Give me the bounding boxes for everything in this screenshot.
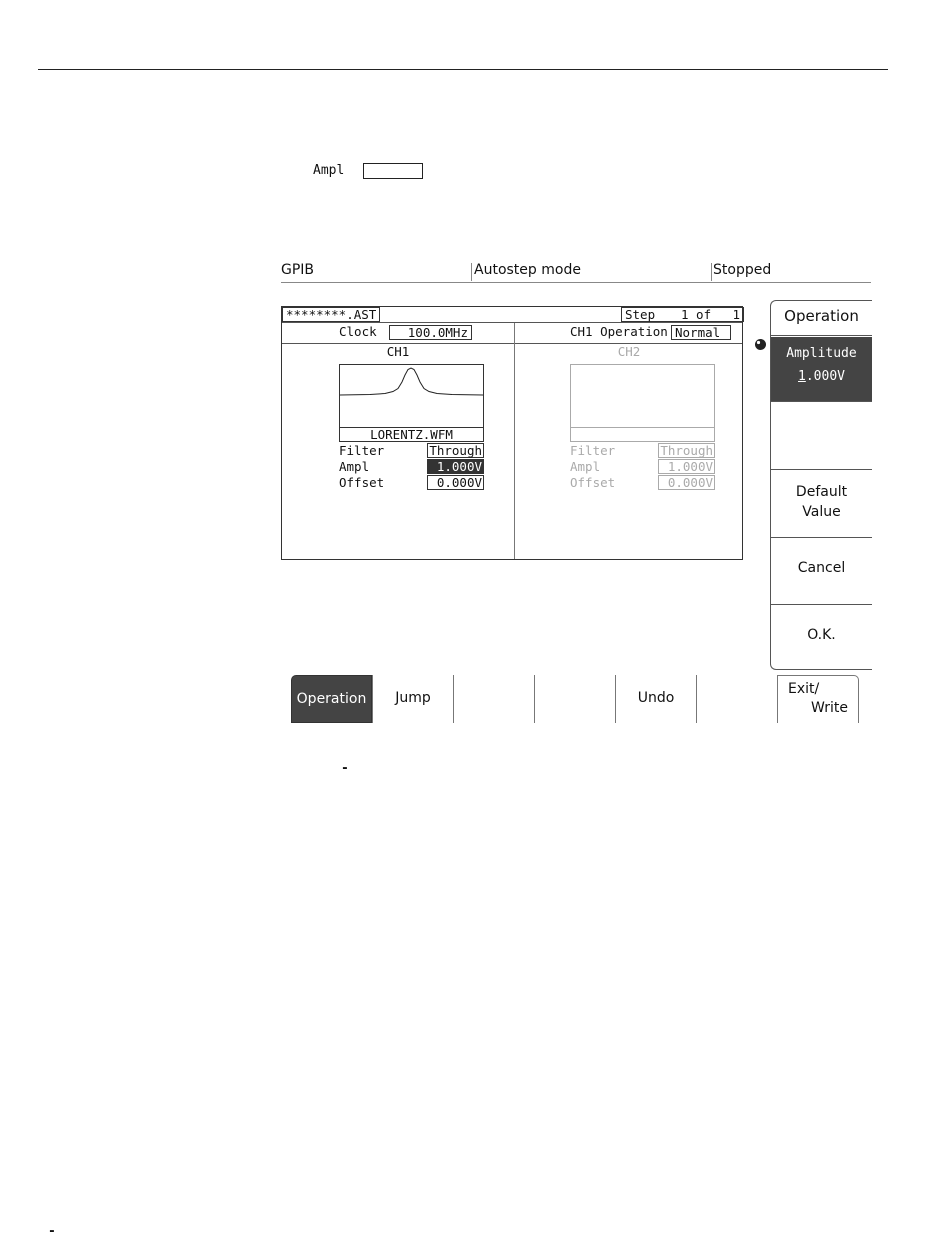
ch2-filter-label: Filter bbox=[570, 443, 616, 458]
ampl-key-label: Ampl bbox=[313, 163, 345, 178]
default-value-line1: Default bbox=[795, 484, 848, 500]
ch2-filter-field[interactable]: Through bbox=[658, 443, 715, 458]
side-menu bbox=[770, 300, 872, 670]
amplitude-value bbox=[771, 369, 872, 384]
ch2-offset-label: Offset bbox=[570, 475, 616, 490]
ch1-offset-label: Offset bbox=[339, 475, 385, 490]
ok-button[interactable]: O.K. bbox=[807, 627, 836, 643]
step-value: 1 of bbox=[681, 307, 712, 322]
header-rule bbox=[38, 69, 888, 70]
main-screen bbox=[281, 306, 743, 560]
status-divider bbox=[471, 263, 472, 281]
ch1-ampl-label: Ampl bbox=[339, 459, 370, 474]
bottom-jump-button[interactable]: Jump bbox=[372, 675, 453, 723]
exit-label: Exit/ bbox=[788, 681, 820, 697]
ch1-waveform-filename: LORENTZ.WFM bbox=[370, 427, 453, 442]
step-label: Step bbox=[625, 307, 656, 322]
ch1-filter-field[interactable]: Through bbox=[427, 443, 484, 458]
divider bbox=[282, 343, 742, 344]
ampl-key-box bbox=[363, 163, 423, 179]
bottom-empty-button-3[interactable] bbox=[696, 675, 777, 723]
bottom-undo-button[interactable]: Undo bbox=[615, 675, 696, 723]
ch2-ampl-field[interactable]: 1.000V bbox=[658, 459, 715, 474]
preview-divider bbox=[571, 427, 714, 428]
lorentz-waveform-icon bbox=[340, 365, 483, 427]
bottom-operation-button[interactable]: Operation bbox=[291, 675, 372, 723]
write-label: Write bbox=[811, 700, 848, 716]
bottom-menu bbox=[291, 675, 859, 723]
step-indicator bbox=[621, 307, 744, 322]
status-divider bbox=[711, 263, 712, 281]
ch1-ampl-field[interactable]: 1.000V bbox=[427, 459, 484, 474]
footer-mark: - bbox=[48, 1224, 56, 1239]
knob-icon bbox=[754, 338, 767, 351]
ch1-title: CH1 bbox=[386, 344, 410, 359]
clock-label: Clock bbox=[339, 324, 377, 339]
divider bbox=[771, 335, 872, 336]
status-interface: GPIB bbox=[281, 262, 315, 278]
divider bbox=[282, 322, 742, 323]
status-state: Stopped bbox=[713, 262, 772, 278]
note-mark: - bbox=[341, 761, 349, 776]
ch1-offset-field[interactable]: 0.000V bbox=[427, 475, 484, 490]
default-value-button[interactable] bbox=[771, 470, 872, 537]
cancel-button[interactable]: Cancel bbox=[797, 560, 846, 576]
bottom-exit-write-button[interactable] bbox=[777, 675, 859, 723]
filename-label: ********.AST bbox=[282, 307, 380, 322]
bottom-empty-button-2[interactable] bbox=[534, 675, 615, 723]
ch1-operation-label: CH1 Operation bbox=[570, 324, 668, 339]
amplitude-button[interactable] bbox=[771, 337, 872, 401]
bottom-empty-button-1[interactable] bbox=[453, 675, 534, 723]
ch2-offset-field[interactable]: 0.000V bbox=[658, 475, 715, 490]
status-underline bbox=[281, 282, 871, 283]
ch2-ampl-label: Ampl bbox=[570, 459, 601, 474]
ch1-waveform-preview[interactable] bbox=[339, 364, 484, 442]
default-value-line2: Value bbox=[802, 504, 841, 520]
side-empty-slot bbox=[771, 402, 872, 469]
ch1-operation-value[interactable]: Normal bbox=[671, 325, 731, 340]
ch2-title: CH2 bbox=[617, 344, 641, 359]
amplitude-label: Amplitude bbox=[786, 346, 857, 361]
status-mode: Autostep mode bbox=[474, 262, 581, 278]
amplitude-value-rest: .000V bbox=[805, 369, 845, 384]
side-menu-title: Operation bbox=[784, 307, 859, 325]
ch2-waveform-preview[interactable] bbox=[570, 364, 715, 442]
ch1-filter-label: Filter bbox=[339, 443, 385, 458]
clock-value-field[interactable]: 100.0MHz bbox=[389, 325, 472, 340]
amplitude-cursor-digit: 1 bbox=[798, 369, 806, 384]
step-total: 1 bbox=[732, 307, 740, 322]
